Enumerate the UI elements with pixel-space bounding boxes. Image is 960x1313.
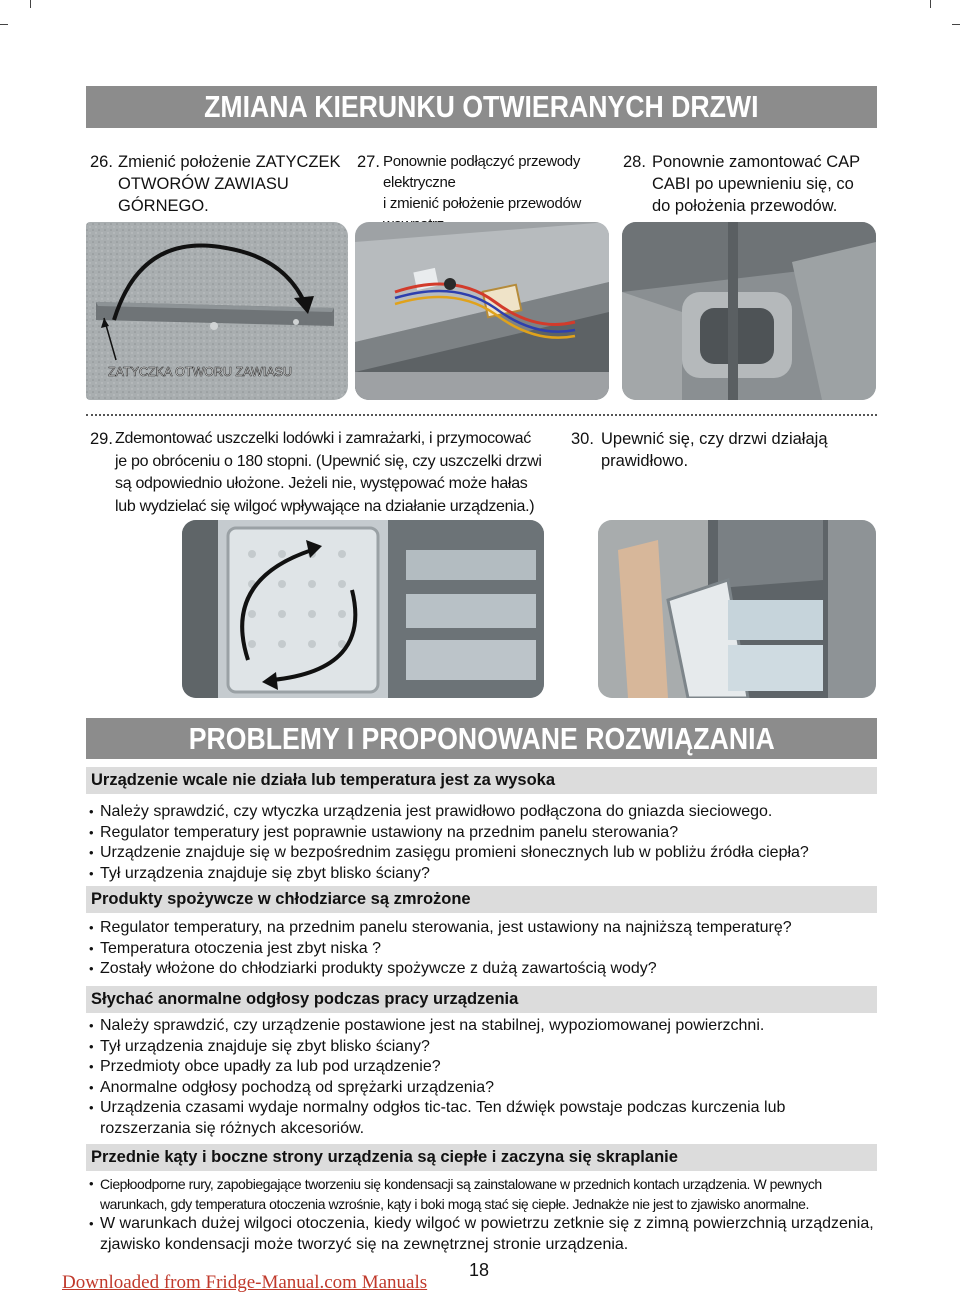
step-29 xyxy=(90,428,560,518)
photo-wires xyxy=(355,222,609,400)
problem-heading xyxy=(86,1144,877,1171)
list-item: • Regulator temperatury, na przednim panelu sterowania, jest ustawiony na najniższą temperaturę? xyxy=(86,918,886,939)
step-text-line: GÓRNEGO. xyxy=(118,197,209,215)
list-item: • Zostały włożone do chłodziarki produkty spożywcze z dużą zawartością wody? xyxy=(86,959,886,980)
step-text-line: OTWORÓW ZAWIASU xyxy=(118,175,289,193)
step-number: 26. xyxy=(90,153,113,171)
page-number: 18 xyxy=(469,1260,490,1280)
crop-mark xyxy=(30,0,31,8)
problem-heading-text: Słychać anormalne odgłosy podczas pracy urządzenia xyxy=(91,990,519,1008)
step-text-line: Upewnić się, czy drzwi działają xyxy=(601,430,828,448)
step-text-line: Ponownie zamontować CAP xyxy=(652,153,861,171)
step-number: 27. xyxy=(357,153,380,171)
step-text-line: je po obróceniu o 180 stopni. (Upewnić się, czy uszczelki drzwi xyxy=(115,452,542,470)
list-item: • Przedmioty obce upadły za lub pod urządzenie? xyxy=(86,1057,876,1078)
problem-heading-text: Urządzenie wcale nie działa lub temperatura jest za wysoka xyxy=(91,771,556,789)
problem-heading xyxy=(86,767,877,794)
solution-list xyxy=(86,918,886,980)
photo-hinge-hole-cap xyxy=(86,222,348,400)
photo-wires-image xyxy=(355,222,609,400)
photo-door-gasket-image xyxy=(182,520,544,698)
photo-door-open-image xyxy=(598,520,876,698)
list-item: • Urządzenie znajduje się w bezpośrednim zasięgu promieni słonecznych lub w pobliżu źródła ciepła? xyxy=(86,843,886,864)
solution-list xyxy=(86,1174,876,1255)
step-text-line: CABI po upewnieniu się, co xyxy=(652,175,854,193)
solution-list xyxy=(86,802,886,884)
photo-hinge-hole-cap-image xyxy=(86,222,348,400)
step-text-line: prawidłowo. xyxy=(601,452,689,470)
list-item: • Anormalne odgłosy pochodzą od sprężarki urządzenia? xyxy=(86,1078,876,1099)
list-item: • Regulator temperatury jest poprawnie ustawiony na przednim panelu sterowania? xyxy=(86,823,886,844)
step-28 xyxy=(623,151,883,217)
crop-mark xyxy=(0,24,8,25)
step-number: 30. xyxy=(571,430,594,448)
problem-heading xyxy=(86,886,877,913)
problem-heading-text: Przednie kąty i boczne strony urządzenia są ciepłe i zaczyna się skraplanie xyxy=(91,1148,678,1166)
footer-download-link[interactable]: Downloaded from Fridge-Manual.com Manuals xyxy=(62,1272,428,1293)
photo-cap-cabi-image xyxy=(622,222,876,400)
photo-door-open xyxy=(598,520,876,698)
step-text-line: do położenia przewodów. xyxy=(652,197,838,215)
photo-caption: ZATYCZKA OTWORU ZAWIASU xyxy=(108,365,293,379)
step-number: 28. xyxy=(623,153,646,171)
problem-heading xyxy=(86,986,877,1013)
list-item: • Należy sprawdzić, czy wtyczka urządzenia jest prawidłowo podłączona do gniazda sieciowego. xyxy=(86,802,886,823)
list-item: • Należy sprawdzić, czy urządzenie postawione jest na stabilnej, wypoziomowanej powierzchni. xyxy=(86,1016,876,1037)
list-item: • Tył urządzenia znajduje się zbyt blisko ściany? xyxy=(86,1037,876,1058)
solution-list xyxy=(86,1016,876,1139)
problem-heading-text: Produkty spożywcze w chłodziarce są zmrożone xyxy=(91,890,471,908)
dotted-separator xyxy=(86,414,877,416)
list-item: • Temperatura otoczenia jest zbyt niska ? xyxy=(86,939,886,960)
list-item: • W warunkach dużej wilgoci otoczenia, kiedy wilgoć w powietrzu zetknie się z zimną powierzchnią urządzenia, zjawisko kondensacji może tworzyć się na zewnętrznej stronie urządzenia. xyxy=(86,1214,876,1255)
photo-door-gasket xyxy=(182,520,544,698)
step-text-line: i zmienić położenie przewodów xyxy=(383,195,582,212)
step-26 xyxy=(90,151,360,217)
step-number: 29. xyxy=(90,430,113,448)
list-item: • Tył urządzenia znajduje się zbyt blisko ściany? xyxy=(86,864,886,885)
list-item: • Urządzenia czasami wydaje normalny odgłos tic-tac. Ten dźwięk powstaje podczas kurczenia lub rozszerzania się różnych akcesoriów. xyxy=(86,1098,876,1139)
photo-cap-cabi xyxy=(622,222,876,400)
section-title-troubleshooting xyxy=(86,718,877,759)
step-text-line: Ponownie podłączyć przewody elektryczne xyxy=(383,153,581,191)
section-title-text: PROBLEMY I PROPONOWANE ROZWIĄZANIA xyxy=(188,721,775,756)
crop-mark xyxy=(930,0,931,8)
step-text-line: lub wydzielać się wilgoć wpływające na działanie urządzenia.) xyxy=(115,497,535,515)
step-30 xyxy=(571,428,871,472)
step-text-line: są odpowiednio ułożone. Jeżeli nie, występować może hałas xyxy=(115,475,528,492)
step-text-line: Zmienić położenie ZATYCZEK xyxy=(118,153,341,171)
crop-mark xyxy=(952,24,960,25)
step-text-line: Zdemontować uszczelki lodówki i zamrażarki, i przymocować xyxy=(115,430,531,447)
list-item: • Ciepłoodporne rury, zapobiegające tworzeniu się kondensacji są zainstalowane w przednich kontach urządzenia. W pewnych warunkach, gdy temperatura otoczenia wzrośnie, kąty i boki mogą stać się ciepłe. Jednakże nie jest to zjawisko anormalne. xyxy=(86,1174,876,1214)
section-title-text: ZMIANA KIERUNKU OTWIERANYCH DRZWI xyxy=(204,89,759,124)
section-title-door-reversal xyxy=(86,86,877,128)
